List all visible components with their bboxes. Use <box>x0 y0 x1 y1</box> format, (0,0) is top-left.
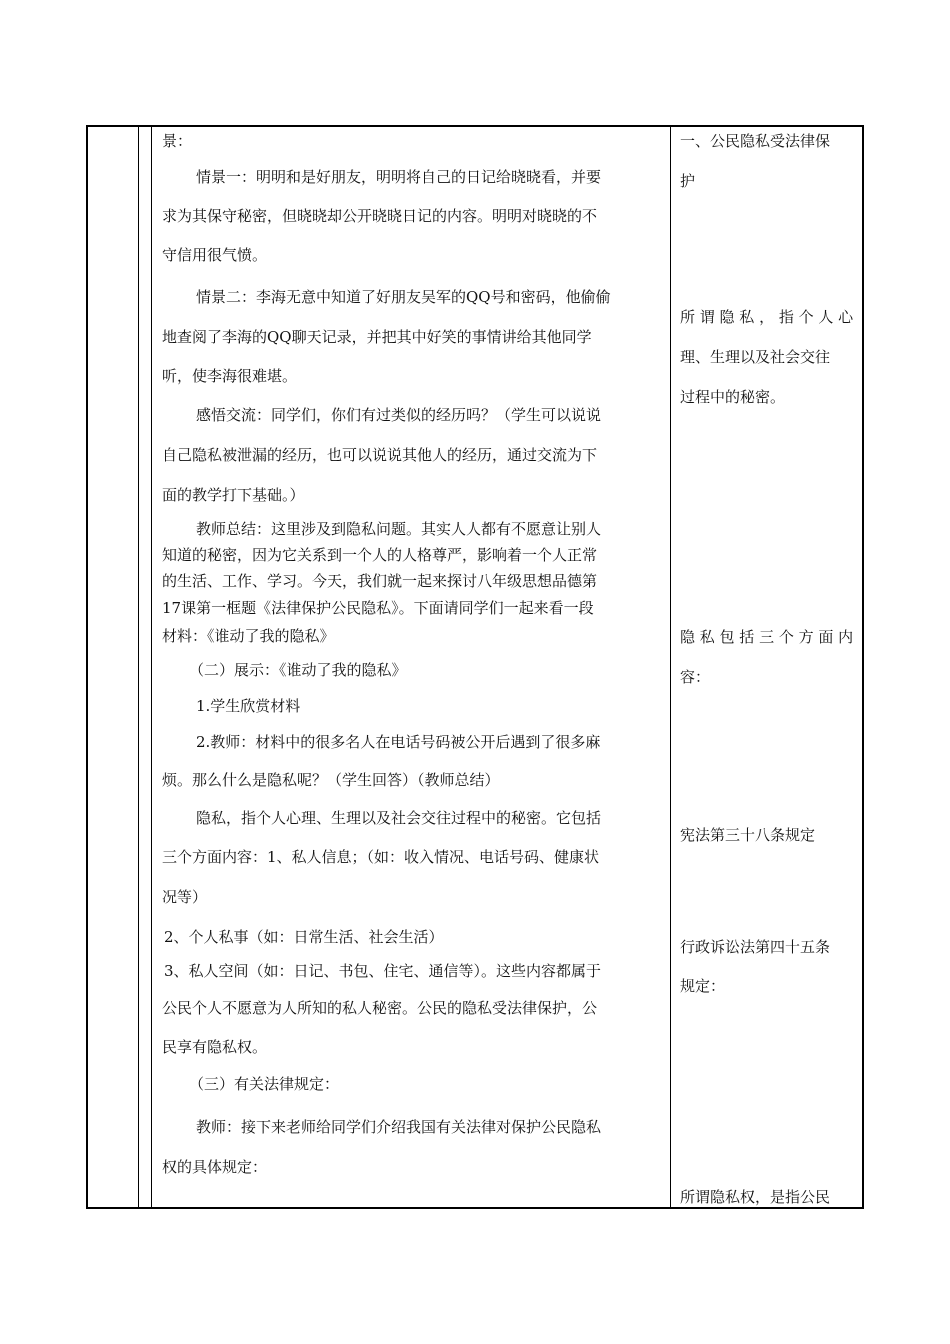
text-line: 的生活、工作、学习。今天，我们就一起来探讨八年级思想品德第 <box>162 572 598 590</box>
text-line: 权的具体规定： <box>162 1158 268 1176</box>
text-line: 教师总结：这里涉及到隐私问题。其实人人都有不愿意让别人 <box>196 520 602 538</box>
column-divider <box>151 127 152 1207</box>
column-divider <box>138 127 139 1207</box>
text-line: 民享有隐私权。 <box>162 1038 268 1056</box>
text-line: （二）展示：《谁动了我的隐私》 <box>189 661 407 679</box>
text-line: 2.教师：材料中的很多名人在电话号码被公开后遇到了很多麻 <box>196 733 601 751</box>
text-line: 公民个人不愿意为人所知的私人秘密。公民的隐私受法律保护，公 <box>162 999 598 1017</box>
text-line: 听，使李海很难堪。 <box>162 367 298 385</box>
text-line: 知道的秘密，因为它关系到一个人的人格尊严，影响着一个人正常 <box>162 546 598 564</box>
text-line: 自己隐私被泄漏的经历，也可以说说其他人的经历，通过交流为下 <box>162 446 598 464</box>
text-line: 材料：《谁动了我的隐私》 <box>162 627 335 645</box>
text-line: 隐私，指个人心理、生理以及社会交往过程中的秘密。它包括 <box>196 809 602 827</box>
note-line: 所 谓 隐 私 ， 指 个 人 心 <box>680 308 854 326</box>
text-line: 求为其保守秘密，但晓晓却公开晓晓日记的内容。明明对晓晓的不 <box>162 207 598 225</box>
text-line: 感悟交流：同学们，你们有过类似的经历吗？（学生可以说说 <box>196 406 602 424</box>
note-line: 宪法第三十八条规定 <box>680 826 816 844</box>
text-line: 况等） <box>162 888 208 906</box>
text-line: 三个方面内容：1、私人信息；（如：收入情况、电话号码、健康状 <box>162 848 600 866</box>
text-line: 17课第一框题《法律保护公民隐私》。下面请同学们一起来看一段 <box>162 599 594 617</box>
text-line: 情景一：明明和是好朋友，明明将自己的日记给晓晓看，并要 <box>196 168 602 186</box>
text-line: 地查阅了李海的QQ聊天记录，并把其中好笑的事情讲给其他同学 <box>162 328 592 346</box>
note-line: 规定： <box>680 977 726 995</box>
text-line: 面的教学打下基础。） <box>162 486 305 504</box>
text-line: 教师：接下来老师给同学们介绍我国有关法律对保护公民隐私 <box>196 1118 602 1136</box>
text-line: 守信用很气愤。 <box>162 246 268 264</box>
text-line: （三）有关法律规定： <box>189 1075 340 1093</box>
note-line: 护 <box>680 172 696 190</box>
text-line: 2、个人私事（如：日常生活、社会生活） <box>164 928 444 946</box>
text-line: 烦。那么什么是隐私呢？（学生回答）（教师总结） <box>162 771 500 789</box>
note-line: 理、生理以及社会交往 <box>680 348 831 366</box>
note-line: 过程中的秘密。 <box>680 388 786 406</box>
note-line: 一、公民隐私受法律保 <box>680 132 831 150</box>
note-line: 所谓隐私权，是指公民 <box>680 1188 831 1206</box>
note-line: 行政诉讼法第四十五条 <box>680 938 831 956</box>
text-line: 情景二：李海无意中知道了好朋友吴军的QQ号和密码，他偷偷 <box>196 288 611 306</box>
note-line: 隐 私 包 括 三 个 方 面 内 <box>680 628 854 646</box>
note-line: 容： <box>680 668 711 686</box>
text-line: 景： <box>162 132 193 150</box>
text-line: 1.学生欣赏材料 <box>196 697 301 715</box>
lesson-table <box>86 125 864 1209</box>
text-line: 3、私人空间（如：日记、书包、住宅、通信等）。这些内容都属于 <box>164 962 602 980</box>
